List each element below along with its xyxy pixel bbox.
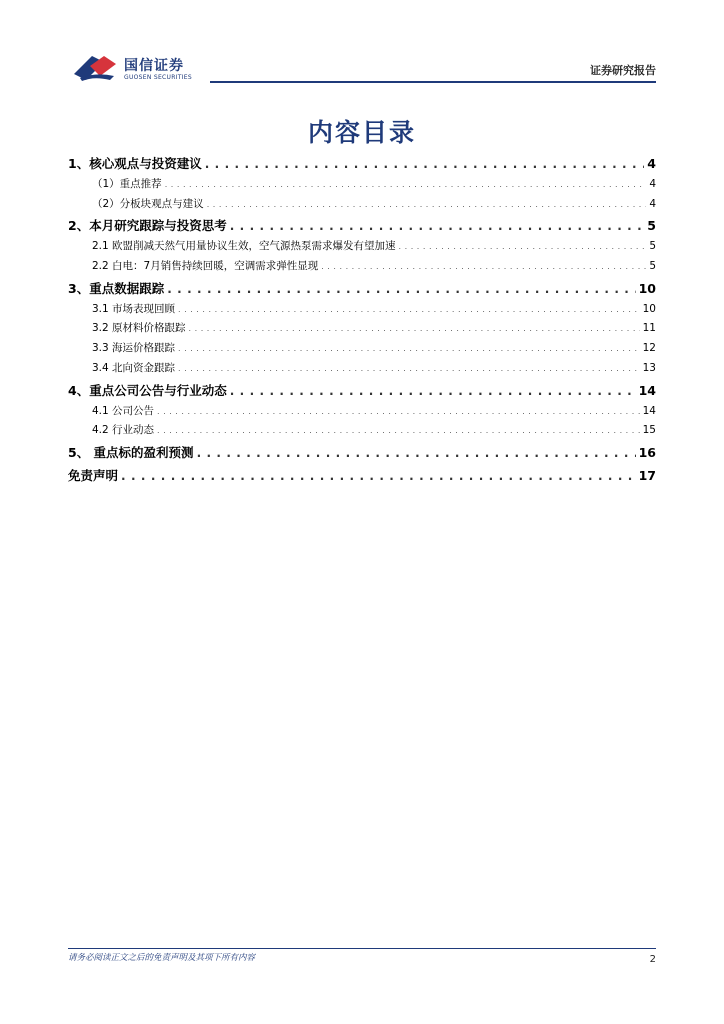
header-divider xyxy=(210,81,656,83)
toc-chapter-entry[interactable] xyxy=(68,464,656,487)
toc-chapter-entry[interactable] xyxy=(68,379,656,402)
toc-entry-title: 3.3 海运价格跟踪 xyxy=(92,342,176,355)
toc-entry-title: 4.2 行业动态 xyxy=(92,424,155,437)
toc-chapter-entry[interactable] xyxy=(68,277,656,300)
toc-dot-leader xyxy=(189,319,640,339)
toc-section-entry[interactable] xyxy=(68,339,656,359)
toc-entry-title: （1）重点推荐 xyxy=(92,178,162,190)
toc-dot-leader xyxy=(178,300,640,320)
toc-dot-leader xyxy=(178,359,640,379)
toc-entry-title: 5、 重点标的盈利预测 xyxy=(68,444,194,460)
toc-section-entry[interactable] xyxy=(68,257,656,277)
toc-dot-leader xyxy=(178,339,640,359)
toc-entry-page: 16 xyxy=(638,444,656,460)
toc-section-entry[interactable] xyxy=(68,421,656,441)
toc-entry-page: 4 xyxy=(647,156,656,171)
page-number: 2 xyxy=(649,954,656,965)
toc-chapter-entry[interactable] xyxy=(68,214,656,237)
toc-entry-page: 12 xyxy=(642,342,656,355)
toc-dot-leader xyxy=(230,380,636,402)
toc-entry-page: 10 xyxy=(638,280,656,296)
toc-dot-leader xyxy=(205,153,645,175)
brand-name-cn: 国信证券 xyxy=(124,58,184,74)
toc-entry-page: 5 xyxy=(649,240,656,253)
toc-dot-leader xyxy=(167,278,635,300)
page-header xyxy=(0,0,724,90)
toc-section-entry[interactable] xyxy=(68,300,656,320)
toc-section-entry[interactable] xyxy=(68,175,656,195)
disclaimer-note: 请务必阅读正文之后的免责声明及其项下所有内容 xyxy=(68,953,256,963)
toc-entry-title: 4.1 公司公告 xyxy=(92,404,155,417)
toc-entry-page: 11 xyxy=(642,322,656,335)
toc-entry-page: 13 xyxy=(642,361,656,374)
toc-entry-title: 3、重点数据跟踪 xyxy=(68,280,165,296)
toc-entry-title: 2、本月研究跟踪与投资思考 xyxy=(68,218,227,234)
toc-entry-page: 4 xyxy=(649,178,656,190)
toc-entry-title: 2.2 白电：7月销售持续回暖，空调需求弹性显现 xyxy=(92,260,319,273)
toc-section-entry[interactable] xyxy=(68,359,656,379)
toc-dot-leader xyxy=(230,215,645,237)
toc-chapter-entry[interactable] xyxy=(68,441,656,464)
toc-entry-page: 14 xyxy=(638,382,656,398)
report-type-label: 证券研究报告 xyxy=(590,64,656,77)
brand-name-en: GUOSEN SECURITIES xyxy=(124,74,193,81)
toc-entry-page: 17 xyxy=(638,467,656,483)
toc-entry-page: 4 xyxy=(649,197,656,210)
toc-chapter-entry[interactable] xyxy=(68,152,656,175)
toc-dot-leader xyxy=(165,175,647,195)
toc-section-entry[interactable] xyxy=(68,402,656,422)
toc-section-entry[interactable] xyxy=(68,237,656,257)
toc-section-entry[interactable] xyxy=(68,319,656,339)
guosen-logo xyxy=(70,52,210,86)
toc-dot-leader xyxy=(399,237,647,257)
toc-entry-title: 免责声明 xyxy=(68,467,119,483)
toc-entry-title: 3.1 市场表现回顾 xyxy=(92,302,176,315)
toc-entry-page: 5 xyxy=(647,218,656,234)
toc-entry-title: 3.4 北向资金跟踪 xyxy=(92,361,176,374)
toc-title: 内容目录 xyxy=(307,118,416,147)
toc-section-entry[interactable] xyxy=(68,195,656,215)
table-of-contents xyxy=(68,152,656,487)
toc-entry-title: 1、核心观点与投资建议 xyxy=(68,156,202,171)
toc-dot-leader xyxy=(157,421,640,441)
toc-entry-title: 4、重点公司公告与行业动态 xyxy=(68,382,227,398)
toc-entry-page: 10 xyxy=(642,302,656,315)
toc-entry-title: 3.2 原材料价格跟踪 xyxy=(92,322,186,335)
toc-entry-title: 2.1 欧盟削减天然气用量协议生效，空气源热泵需求爆发有望加速 xyxy=(92,240,396,253)
toc-dot-leader xyxy=(321,257,646,277)
toc-dot-leader xyxy=(121,465,636,487)
toc-entry-title: （2）分板块观点与建议 xyxy=(92,197,204,210)
guosen-logo-icon xyxy=(70,52,120,82)
footer-divider xyxy=(68,948,656,949)
toc-dot-leader xyxy=(207,195,647,215)
toc-entry-page: 14 xyxy=(642,404,656,417)
toc-entry-page: 15 xyxy=(642,424,656,437)
toc-dot-leader xyxy=(197,442,636,464)
toc-entry-page: 5 xyxy=(649,260,656,273)
toc-dot-leader xyxy=(157,402,640,422)
